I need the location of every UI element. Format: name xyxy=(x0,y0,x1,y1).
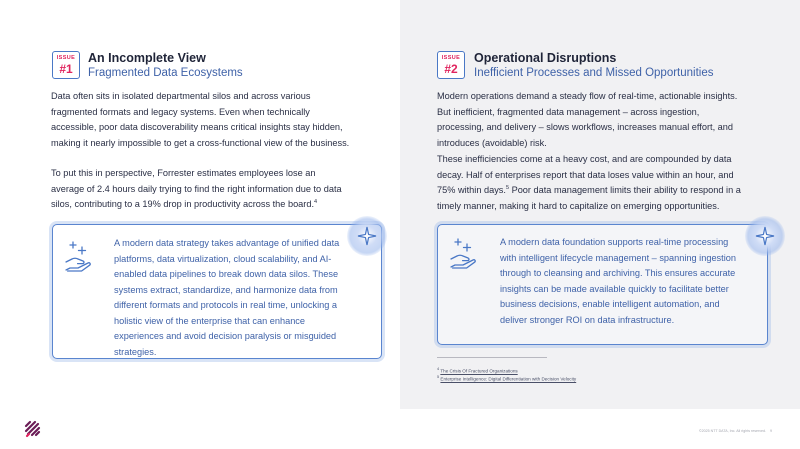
issue-badge-2 xyxy=(437,51,465,79)
issue-subtitle: Inefficient Processes and Missed Opportunities xyxy=(474,67,714,79)
paragraph-text: Poor data management limits their ability to respond in a timely manner, making it hard to capitalize on emerging opportunities. xyxy=(437,185,741,211)
paragraph: Data often sits in isolated departmental silos and across various fragmented formats and legacy systems. Even when technically accessible, poor data discoverability means critical insights stay hidden, making it nearly impossible to get a cross-functional view of the business. xyxy=(51,91,350,148)
copyright-text: ©2025 NTT DATA, Inc. All rights reserved. xyxy=(699,429,766,433)
footnote-number: 5 xyxy=(437,375,440,379)
issue-badge-word: ISSUE xyxy=(441,55,461,61)
issue-badge-1 xyxy=(52,51,80,79)
issue-badge-word: ISSUE xyxy=(56,55,76,61)
paragraph-text: To put this in perspective, Forrester estimates employees lose an average of 2.4 hours daily trying to find the right information due to data silos, contributing to a 19% drop in productivity across the board. xyxy=(51,168,342,209)
footnote-ref: 5 xyxy=(505,184,510,191)
footnote-link[interactable]: Enterprise Intelligence: Digital Differentiation with Decision Velocity xyxy=(440,376,577,382)
paragraph xyxy=(51,166,351,213)
sparkle-icon xyxy=(347,216,387,256)
hand-plus-icon xyxy=(449,235,485,271)
paragraph: Modern operations demand a steady flow of real-time, actionable insights. But inefficient, fragmented data management – across ingestion, processing, and delivery – slows workflows, increases manual effort, and introduces (avoidable) risk. xyxy=(437,91,738,148)
callout-text: A modern data strategy takes advantage of unified data platforms, data virtualization, cloud scalability, and AI-enabled data pipelines to break down data silos. These systems extract, standardize, and harmonize data from different formats and protocols in real time, unlocking a holistic view of the enterprise that can enhance experiences and avoid decision paralysis or misguided strategies. xyxy=(114,238,340,357)
issue-badge-number: #2 xyxy=(444,62,458,76)
issue-title: Operational Disruptions xyxy=(474,51,617,65)
footnote-divider xyxy=(437,357,547,358)
paragraph xyxy=(437,152,741,214)
issue-title: An Incomplete View xyxy=(88,51,206,65)
footnote-ref: 4 xyxy=(314,198,318,205)
footnote-link[interactable]: The Crisis Of Fractured Organizations xyxy=(440,368,518,374)
callout-box xyxy=(52,224,382,359)
paragraph-text: These inefficiencies come at a heavy cost, and are compounded by data decay. Half of enterprises report that data loses value within an hour, and 75% within days. xyxy=(437,154,734,195)
callout-box xyxy=(437,224,768,345)
callout-text: A modern data foundation supports real-time processing with intelligent lifecycle management – spanning ingestion through to cleansing and archiving. This ensures accurate insights can be made available quickly to facilitate better business decisions, enable intelligent automation, and deliver stronger ROI on data infrastructure. xyxy=(500,237,736,325)
page-number: 9 xyxy=(770,429,772,433)
page-footer xyxy=(699,429,772,433)
hand-plus-icon xyxy=(64,238,100,274)
right-column xyxy=(400,0,800,409)
footnote xyxy=(437,374,576,383)
logo-icon xyxy=(24,420,42,438)
sparkle-icon xyxy=(745,216,785,256)
footnote-number: 4 xyxy=(437,367,440,371)
issue-subtitle: Fragmented Data Ecosystems xyxy=(88,67,243,79)
issue-badge-number: #1 xyxy=(59,62,73,76)
